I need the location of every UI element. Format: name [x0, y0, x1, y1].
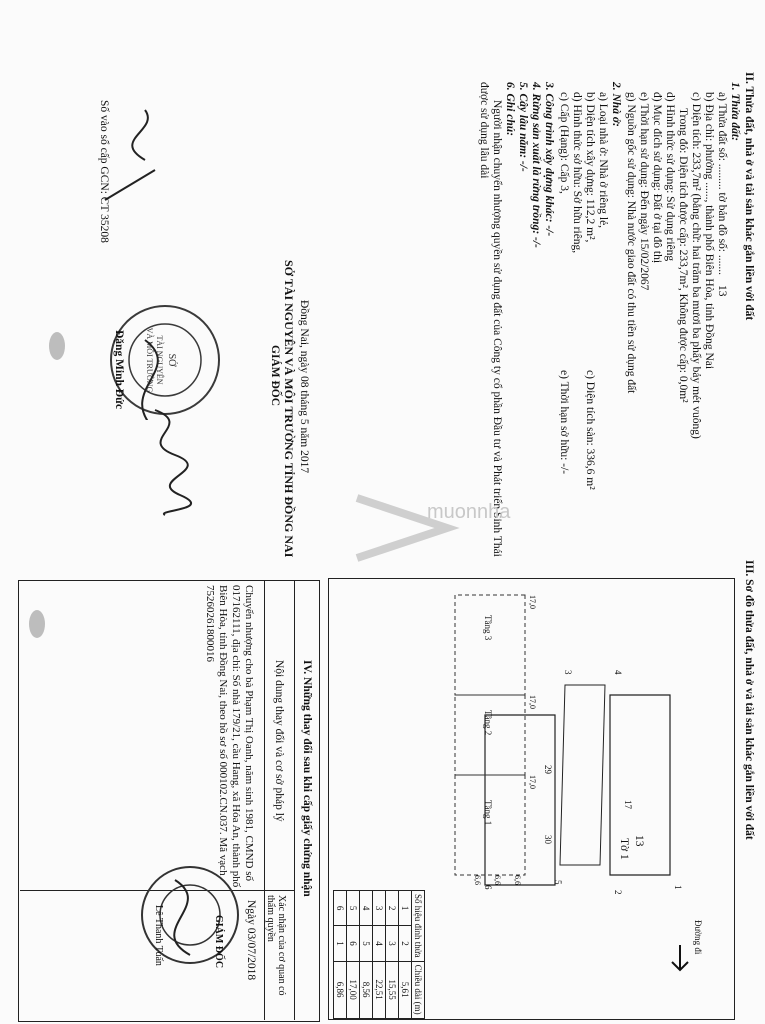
land-c: c) Diện tích: 233,7m² (bằng chữ: hai trăm ba mươi ba phẩy bảy mét vuông)	[690, 92, 702, 439]
watermark	[337, 478, 511, 578]
road-label: Đường đi	[693, 920, 703, 955]
punch-hole	[49, 332, 65, 360]
item-3: 3. Công trình xây dựng khác: -/-	[543, 82, 555, 237]
land-d: d) Hình thức sử dụng: Sử dụng riêng	[664, 92, 676, 262]
vertex-length-table	[333, 890, 425, 1019]
signer-name: Đặng Minh Đức	[113, 330, 125, 410]
svg-text:TÀI NGUYÊN: TÀI NGUYÊN	[155, 335, 164, 385]
section-3-heading: III. Sơ đồ thửa đất, nhà ở và tài sản khác gắn liền với đất	[743, 560, 755, 840]
vertex-label: 2	[613, 890, 623, 895]
table-header-vertex: Số hiệu đỉnh thửa	[412, 891, 425, 962]
gcn-serial: Số vào sổ cấp GCN: CT 35208	[98, 100, 110, 243]
col-confirm-header: Xác nhận của cơ quan có thẩm quyền	[265, 895, 287, 996]
sheet-number: 13	[633, 835, 645, 847]
table-row: 6 1 6,86	[334, 891, 347, 1019]
dimension-label: 6,6	[493, 875, 502, 885]
note-line-2: được sử dụng lâu dài	[478, 82, 490, 179]
change-entry-1: Chuyển nhượng cho bà Phạm Thị Oanh, năm sinh 1981, CMND số	[243, 585, 255, 882]
land-a: a) Thửa đất số: ......... tờ bản đồ số: .......	[716, 92, 728, 275]
north-arrow-icon	[660, 940, 700, 980]
land-a-sheet: 13	[716, 285, 728, 297]
signing-role: GIÁM ĐỐC	[269, 345, 281, 407]
table-row: 3 4 22,51	[373, 891, 386, 1019]
col-content-header: Nội dung thay đổi và cơ sở pháp lý	[273, 660, 285, 822]
change-entry-2: 017162111, địa chỉ: Số nhà 179/21, cầu Hang, xã Hóa An, thành phố	[230, 585, 242, 888]
vertex-label: 5	[553, 880, 563, 885]
vertex-label: 30	[543, 835, 553, 844]
change-entry-4: 75260261800016	[204, 585, 216, 662]
house-logo-icon	[337, 478, 467, 578]
lot-label: Tầng 1	[483, 800, 493, 826]
item-4: 4. Rừng sản xuất là rừng trồng: -/-	[530, 82, 542, 248]
section-4-heading: IV. Những thay đổi sau khi cấp giấy chứng nhận	[301, 660, 313, 897]
punch-hole	[29, 610, 45, 638]
row-divider	[294, 580, 295, 1020]
svg-text:SỞ: SỞ	[166, 353, 177, 367]
house-a: a) Loại nhà ở: Nhà ở riêng lẻ,	[597, 92, 609, 229]
dimension-label: 17,0	[528, 595, 537, 609]
lot-label: Tầng 2	[483, 710, 493, 736]
change-date: Ngày 03/07/2018	[245, 900, 257, 981]
sheet-label: Tờ 1	[618, 838, 630, 860]
house-d: d) Hình thức sở hữu: Sở hữu riêng,	[571, 92, 583, 254]
land-c2: Trong đó: Diện tích được cấp: 233,7m², Không được cấp: 0,0m²	[677, 108, 689, 403]
house-c: c) Cấp (Hạng): Cấp 3,	[558, 92, 570, 194]
signing-org: SỞ TÀI NGUYÊN VÀ MÔI TRƯỜNG TỈNH ĐỒNG NAI	[282, 260, 296, 558]
table-header-length: Chiều dài (m)	[412, 961, 425, 1018]
dimension-label: 6,6	[513, 875, 522, 885]
item-5: 5. Cây lâu năm: -/-	[517, 82, 529, 172]
section-2-heading: II. Thửa đất, nhà ở và tài sản khác gắn liền với đất	[743, 72, 755, 321]
watermark-text: muonnha	[427, 501, 511, 523]
land-g: g) Nguồn gốc sử dụng: Nhà nước giao đất có thu tiền sử dụng đất	[625, 92, 637, 394]
vertex-label: 29	[543, 765, 553, 774]
change-entry-3: Biên Hòa, tỉnh Đồng Nai, theo hồ sơ số 000102.CN.037. Mã vạch	[217, 585, 229, 876]
house-b: b) Diện tích xây dựng: 112,2 m²,	[584, 92, 596, 243]
vertex-label: 1	[673, 885, 683, 890]
dimension-label: 6,6	[473, 875, 482, 885]
land-e: e) Thời hạn sử dụng: Đến ngày 15/02/2067	[638, 92, 650, 291]
vertex-label: 6	[483, 885, 493, 890]
vertex-label: 4	[613, 670, 623, 675]
land-heading: 1. Thửa đất:	[729, 82, 741, 141]
seal-signer: Lê Thanh Tuấn	[153, 905, 164, 966]
dimension-label: 17,0	[528, 775, 537, 789]
note-line-1: Người nhận chuyển nhượng quyền sử dụng đất của Công ty cổ phần Đầu tư và Phát triển Sinh Thái	[491, 100, 503, 557]
place-date: Đồng Nai, ngày 08 tháng 5 năm 2017	[298, 300, 310, 474]
dimension-label: 17,0	[528, 695, 537, 709]
vertex-label: 3	[563, 670, 573, 675]
land-b: b) Địa chỉ: phường ......, thành phố Biên Hòa, tỉnh Đồng Nai	[703, 92, 715, 370]
table-row: 4 5 8,56	[360, 891, 373, 1019]
svg-text:VÀ MÔI TRƯỜNG: VÀ MÔI TRƯỜNG	[145, 327, 154, 393]
item-6: 6. Ghi chú:	[504, 82, 516, 136]
director-signature	[125, 400, 205, 520]
house-d-right: e) Thời hạn sở hữu: -/-	[558, 370, 570, 475]
house-heading: 2. Nhà ở:	[610, 82, 622, 127]
vertex-label: 17	[623, 800, 633, 809]
house-b-right: c) Diện tích sàn: 336,6 m²	[584, 370, 596, 490]
table-row: 2 3 15,55	[386, 891, 399, 1019]
land-dd: đ) Mục đích sử dụng: Đất ở tại đô thị	[651, 92, 663, 264]
table-row: 5 6 17,00	[347, 891, 360, 1019]
seal-role: GIÁM ĐỐC	[213, 915, 224, 969]
lot-label: Tầng 3	[483, 615, 493, 641]
table-row: 1 2 5,61	[399, 891, 412, 1019]
